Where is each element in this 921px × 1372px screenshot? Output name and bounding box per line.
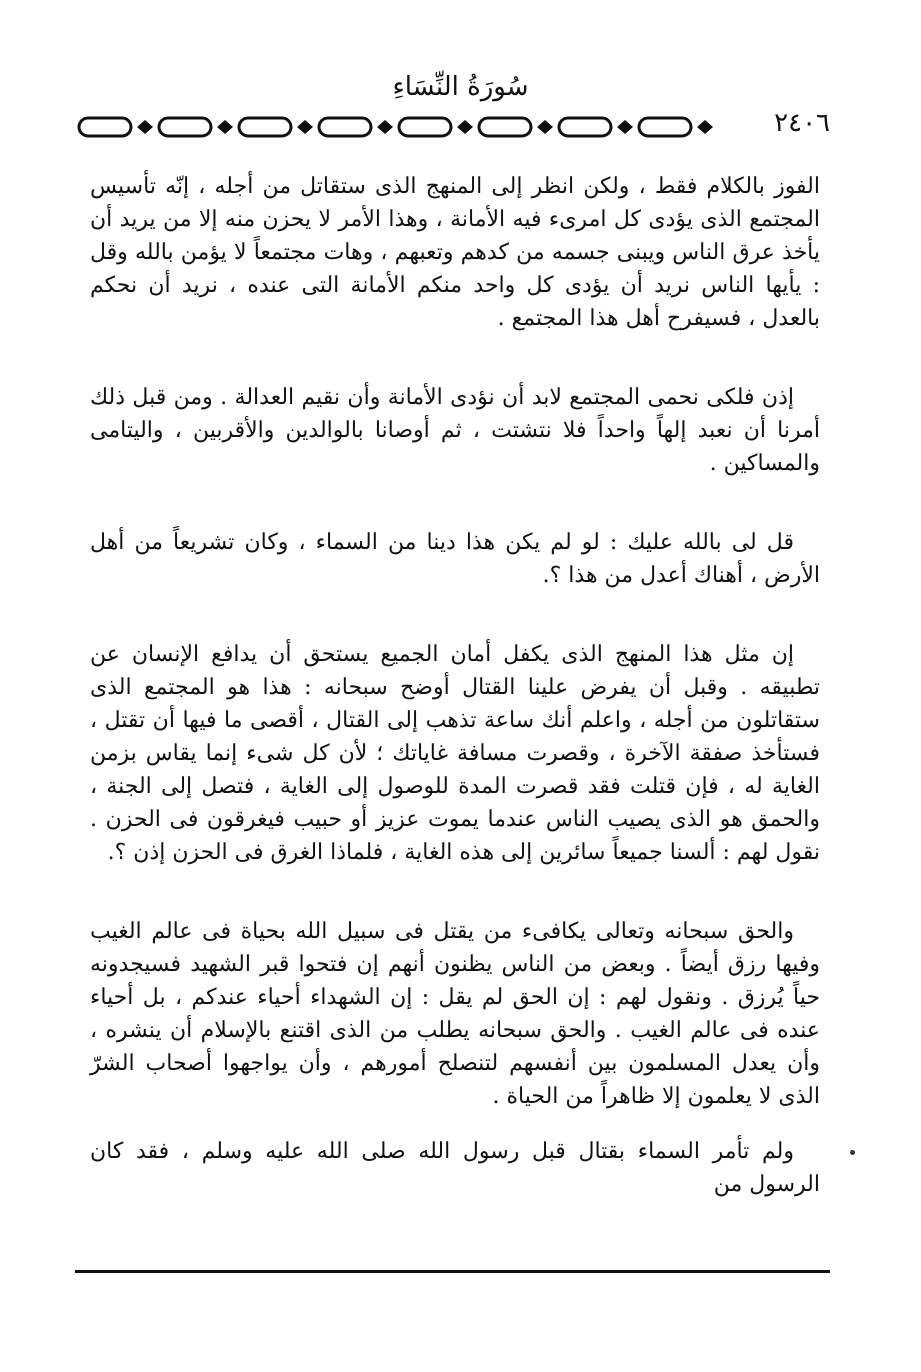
paragraph: ولم تأمر السماء بقتال قبل رسول الله صلى الله عليه وسلم ، فقد كان الرسول من — [90, 1139, 820, 1197]
paragraph: إن مثل هذا المنهج الذى يكفل أمان الجميع يستحق أن يدافع الإنسان عن تطبيقه . وقبل أن يفرض علينا القتال أوضح سبحانه : هذا هو المجتمع الذى ستقاتلون من أجله ، واعلم أنك ساعة تذهب إلى القتال ، أقصى ما فيها أن تقتل ، فستأخذ صفقة الآخرة ، وقصرت مسافة غاياتك ؛ لأن كل شىء إنما يقاس بزمن الغاية له ، فإن قتلت فقد قصرت المدة للوصول إلى الغاية ، فتصل إلى الجنة ، والحمق هو الذى يصيب الناس عندما يموت عزيز أو حبيب فيغرقون فى الحزن . نقول لهم : ألسنا جميعاً سائرين إلى هذه الغاية ، فلماذا الغرق فى الحزن إذن ؟. — [90, 642, 821, 865]
surah-title: سُورَةُ النِّسَاءِ — [392, 72, 529, 102]
page-body — [90, 170, 820, 1247]
ornament-chain-icon — [75, 110, 715, 144]
paragraph: والحق سبحانه وتعالى يكافىء من يقتل فى سبيل الله بحياة فى عالم الغيب وفيها رزق أيضاً . وبعض من الناس يظنون أنهم إن فتحوا قبر الشهيد فسيجدونه حياً يُرزق . ونقول لهم : إن الحق لم يقل : إن الشهداء أحياء عندكم ، بل أحياء عنده فى عالم الغيب . والحق سبحانه يطلب من الذى اقتنع بالإسلام أن ينشره ، وأن يعدل المسلمون بين أنفسهم لتنصلح أمورهم ، وأن يواجهوا أصحاب الشرّ الذى لا يعلمون إلا ظاهراً من الحياة . — [90, 919, 820, 1109]
bottom-rule — [75, 1270, 830, 1273]
page-header — [75, 110, 830, 144]
paragraph: إذن فلكى نحمى المجتمع لابد أن نؤدى الأمانة وأن نقيم العدالة . ومن قبل ذلك أمرنا أن نعبد إلهاً واحداً فلا نتشتت ، ثم أوصانا بالوالدين والأقربين ، واليتامى والمساكين . — [90, 385, 820, 476]
margin-dot — [850, 1150, 855, 1155]
paragraph: الفوز بالكلام فقط ، ولكن انظر إلى المنهج الذى ستقاتل من أجله ، إنّه تأسيس المجتمع الذى يؤدى كل امرىء فيه الأمانة ، وهذا الأمر لا يحزن منه إلا من يريد أن يأخذ عرق الناس ويبنى جسمه من كدهم وتعبهم ، وهات مجتمعاً لا يؤمن بالله وقل : يأيها الناس نريد أن يؤدى كل واحد منكم الأمانة التى عنده ، نريد أن نحكم بالعدل ، فسيفرح أهل هذا المجتمع . — [90, 174, 821, 331]
paragraph: قل لى بالله عليك : لو لم يكن هذا دينا من السماء ، وكان تشريعاً من أهل الأرض ، أهناك أعدل من هذا ؟. — [90, 530, 820, 588]
page-number: ٢٤٠٦ — [774, 108, 830, 138]
